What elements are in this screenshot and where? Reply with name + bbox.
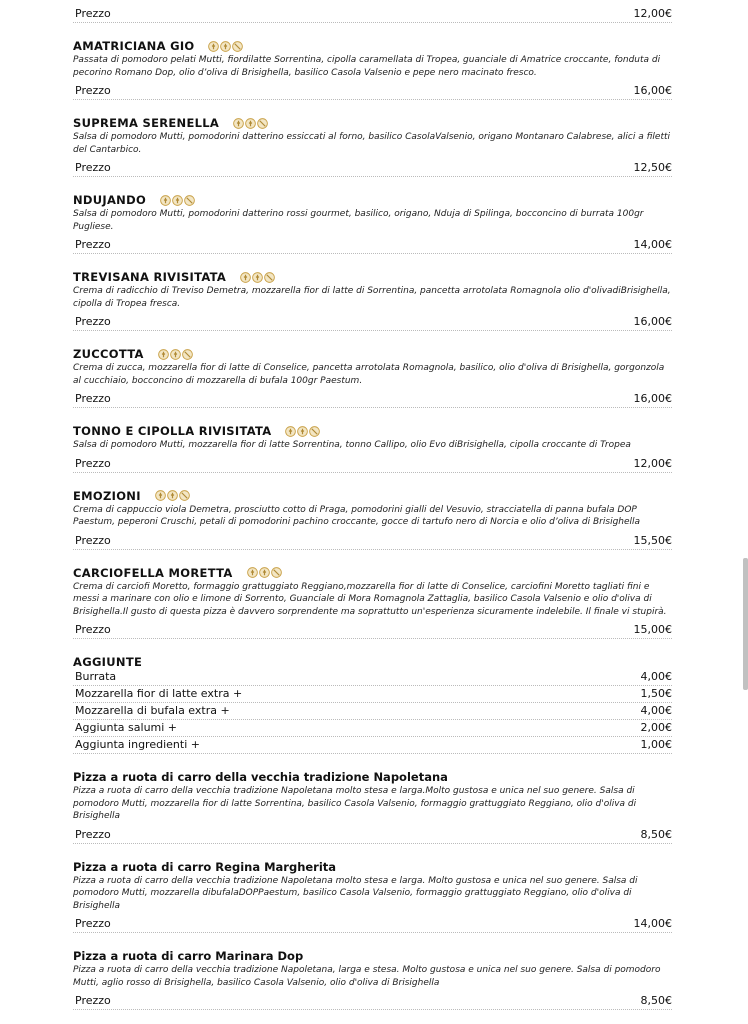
no-icon (184, 195, 195, 206)
allergen-icons (247, 567, 282, 578)
price-value: 14,00€ (633, 238, 672, 251)
allergen-icons (160, 195, 195, 206)
wheat-icon (240, 272, 251, 283)
item-description: Crema di radicchio di Treviso Demetra, mozzarella fior di latte di Sorrentina, pancetta arrotolata Romagnola olio d'olivadiBrisighella, cipolla di Tropea fresca. (73, 286, 671, 309)
no-icon (257, 118, 268, 129)
price-label: Prezzo (75, 315, 111, 328)
price-value: 12,00€ (633, 7, 672, 20)
allergen-icons (240, 272, 275, 283)
item-name: AMATRICIANA GIO (73, 39, 195, 53)
aggiunta-row (73, 737, 672, 754)
wheat-icon (160, 195, 171, 206)
price-label: Prezzo (75, 827, 111, 841)
item-name: TREVISANA RIVISITATA (73, 270, 227, 284)
aggiunta-name: Burrata (75, 670, 117, 683)
price-label: Prezzo (75, 994, 111, 1007)
aggiunta-row (73, 720, 672, 737)
price-label: Prezzo (75, 456, 111, 470)
aggiunta-row (73, 669, 672, 686)
item-description: Crema di cappuccio viola Demetra, prosciutto cotto di Praga, pomodorini gialli del Vesuvio, stracciatella di panna bufala DOP Paestum, peperoni Cruschi, petali di pomodorini pachino croccante, gocce di tartufo nero di Norcia e olio d’oliva di Brisighella (73, 504, 641, 527)
allergen-icons (285, 426, 320, 437)
menu-item (73, 424, 672, 473)
menu-item (73, 770, 672, 844)
menu-item (73, 860, 672, 934)
no-icon (232, 41, 243, 52)
item-name: Pizza a ruota di carro Marinara Dop (73, 949, 304, 963)
price-label: Prezzo (75, 392, 111, 405)
price-label: Prezzo (75, 623, 111, 636)
allergen-icons (155, 490, 190, 501)
price-row (73, 916, 672, 933)
price-row (73, 314, 672, 331)
item-description: Pizza a ruota di carro della vecchia tradizione Napoletana molto stesa e larga.Molto gustosa e unica nel suo genere. Salsa di pomodoro Mutti, mozzarella fior di latte Sorrentina, basilico Casola Valsenio, formaggio grattuggiato Reggiano, olio d'oliva di Brisighella (73, 786, 637, 821)
aggiunta-name: Mozzarella fior di latte extra + (75, 687, 243, 700)
aggiunta-name: Aggiunta salumi + (75, 721, 178, 734)
item-name: SUPREMA SERENELLA (73, 116, 220, 130)
price-value: 8,50€ (640, 994, 672, 1007)
price-row (73, 533, 672, 550)
menu-item (73, 347, 672, 408)
item-description: Passata di pomodoro pelati Mutti, fiordilatte Sorrentina, cipolla caramellata di Tropea, guanciale di Amatrice croccante, fonduta di pecorino Romano Dop, olio d’oliva di Brisighella, basilico Casola Valsenio e pepe nero macinato fresco. (73, 55, 661, 78)
wheat-icon (155, 490, 166, 501)
price-row (73, 622, 672, 639)
milk-icon (259, 567, 270, 578)
allergen-icons (233, 118, 268, 129)
price-label: Prezzo (75, 238, 111, 251)
no-icon (271, 567, 282, 578)
aggiunte-title: AGGIUNTE (73, 655, 143, 669)
scrollbar-thumb[interactable] (743, 558, 748, 690)
allergen-icons (158, 349, 193, 360)
item-description: Pizza a ruota di carro della vecchia tradizione Napoletana molto stesa e larga. Molto gustosa e unica nel suo genere. Salsa di pomodoro Mutti, mozzarella dibufalaDOPPaestum, basilico Casola Valsenio, formaggio grattuggiato Reggiano, olio d'oliva di Brisighella (73, 875, 638, 911)
price-row (73, 827, 672, 844)
menu-item (73, 489, 672, 550)
price-value: 16,00€ (633, 315, 672, 328)
item-name: ZUCCOTTA (73, 347, 144, 361)
price-label: Prezzo (75, 7, 111, 20)
milk-icon (167, 490, 178, 501)
item-description: Pizza a ruota di carro della vecchia tradizione Napoletana, larga e stesa. Molto gustosa e unica nel suo genere. Salsa di pomodoro Mutti, aglio rosso di Brisighella, basilico Casola Valsenio, olio d'oliva di Brisighella (73, 965, 661, 988)
price-row (73, 237, 672, 254)
item-name: EMOZIONI (73, 488, 141, 503)
wheat-icon (158, 349, 169, 360)
price-row (73, 391, 672, 408)
aggiunta-name: Mozzarella di bufala extra + (75, 704, 230, 717)
item-name: TONNO E CIPOLLA RIVISITATA (73, 424, 272, 438)
menu-item (73, 193, 672, 254)
milk-icon (252, 272, 263, 283)
price-row (73, 83, 672, 100)
wheat-icon (208, 41, 219, 52)
item-name: Pizza a ruota di carro della vecchia tradizione Napoletana (73, 770, 448, 784)
menu-item (73, 270, 672, 331)
allergen-icons (208, 41, 243, 52)
aggiunta-price: 2,00€ (640, 721, 672, 734)
price-row (73, 456, 672, 473)
aggiunta-row (73, 686, 672, 703)
item-description: Crema di carciofi Moretto, formaggio grattuggiato Reggiano,mozzarella fior di latte di Conselice, carciofini Moretto tagliati fini e messi a marinare con olio e limone di Sorrento, Guanciale di Mora Romagnola Zattaglia, basilico Casola Valsenio e olio d'oliva di Brisighella.Il gusto di questa pizza è davvero sorprendente ma soprattutto un'esperienza sicuramente indelebile. Il finale vi stupirà. (73, 581, 667, 617)
wheat-icon (285, 426, 296, 437)
menu-item (73, 949, 672, 1010)
milk-icon (220, 41, 231, 52)
aggiunta-name: Aggiunta ingredienti + (75, 738, 200, 751)
aggiunta-row (73, 703, 672, 720)
aggiunte-list (73, 669, 672, 754)
item-description: Crema di zucca, mozzarella fior di latte di Conselice, pancetta arrotolata Romagnola, basilico, olio d'oliva di Brisighella, gorgonzola al cucchiaio, bocconcino di mozzarella di bufala 100gr Paestum. (73, 363, 665, 386)
price-value: 15,50€ (633, 533, 672, 547)
price-value: 12,50€ (633, 161, 672, 174)
price-label: Prezzo (75, 533, 111, 547)
milk-icon (172, 195, 183, 206)
price-value: 16,00€ (633, 392, 672, 405)
aggiunta-price: 4,00€ (640, 670, 672, 683)
milk-icon (170, 349, 181, 360)
menu-item (73, 39, 672, 100)
aggiunta-price: 1,00€ (640, 738, 672, 751)
wheat-icon (233, 118, 244, 129)
menu-item (73, 566, 672, 640)
no-icon (309, 426, 320, 437)
price-value: 16,00€ (633, 84, 672, 97)
menu-list (73, 6, 672, 1010)
item-name: NDUJANDO (73, 193, 147, 207)
price-row (73, 160, 672, 177)
no-icon (182, 349, 193, 360)
item-description: Salsa di pomodoro Mutti, pomodorini datterino essiccati al forno, basilico CasolaValsenio, origano Montanaro Calabrese, alici a filetti del Cantarbico. (73, 132, 671, 155)
price-label: Prezzo (75, 917, 111, 930)
item-name: Pizza a ruota di carro Regina Margherita (73, 859, 337, 874)
item-name: CARCIOFELLA MORETTA (73, 565, 233, 580)
price-row (73, 6, 672, 23)
no-icon (264, 272, 275, 283)
item-description: Salsa di pomodoro Mutti, mozzarella fior di latte Sorrentina, tonno Callipo, olio Evo diBrisighella, cipolla croccante di Tropea (73, 440, 631, 450)
price-value: 8,50€ (640, 827, 672, 841)
price-value: 14,00€ (633, 917, 672, 930)
milk-icon (297, 426, 308, 437)
price-label: Prezzo (75, 161, 111, 174)
milk-icon (245, 118, 256, 129)
wheat-icon (247, 567, 258, 578)
price-label: Prezzo (75, 84, 111, 97)
price-row (73, 993, 672, 1010)
aggiunta-price: 4,00€ (640, 704, 672, 717)
price-value: 12,00€ (633, 456, 672, 470)
menu-item (73, 116, 672, 177)
no-icon (179, 490, 190, 501)
price-value: 15,00€ (633, 623, 672, 636)
aggiunta-price: 1,50€ (640, 687, 672, 700)
item-description: Salsa di pomodoro Mutti, pomodorini datterino rossi gourmet, basilico, origano, Nduja di Spilinga, bocconcino di burrata 100gr Pugliese. (73, 209, 644, 232)
